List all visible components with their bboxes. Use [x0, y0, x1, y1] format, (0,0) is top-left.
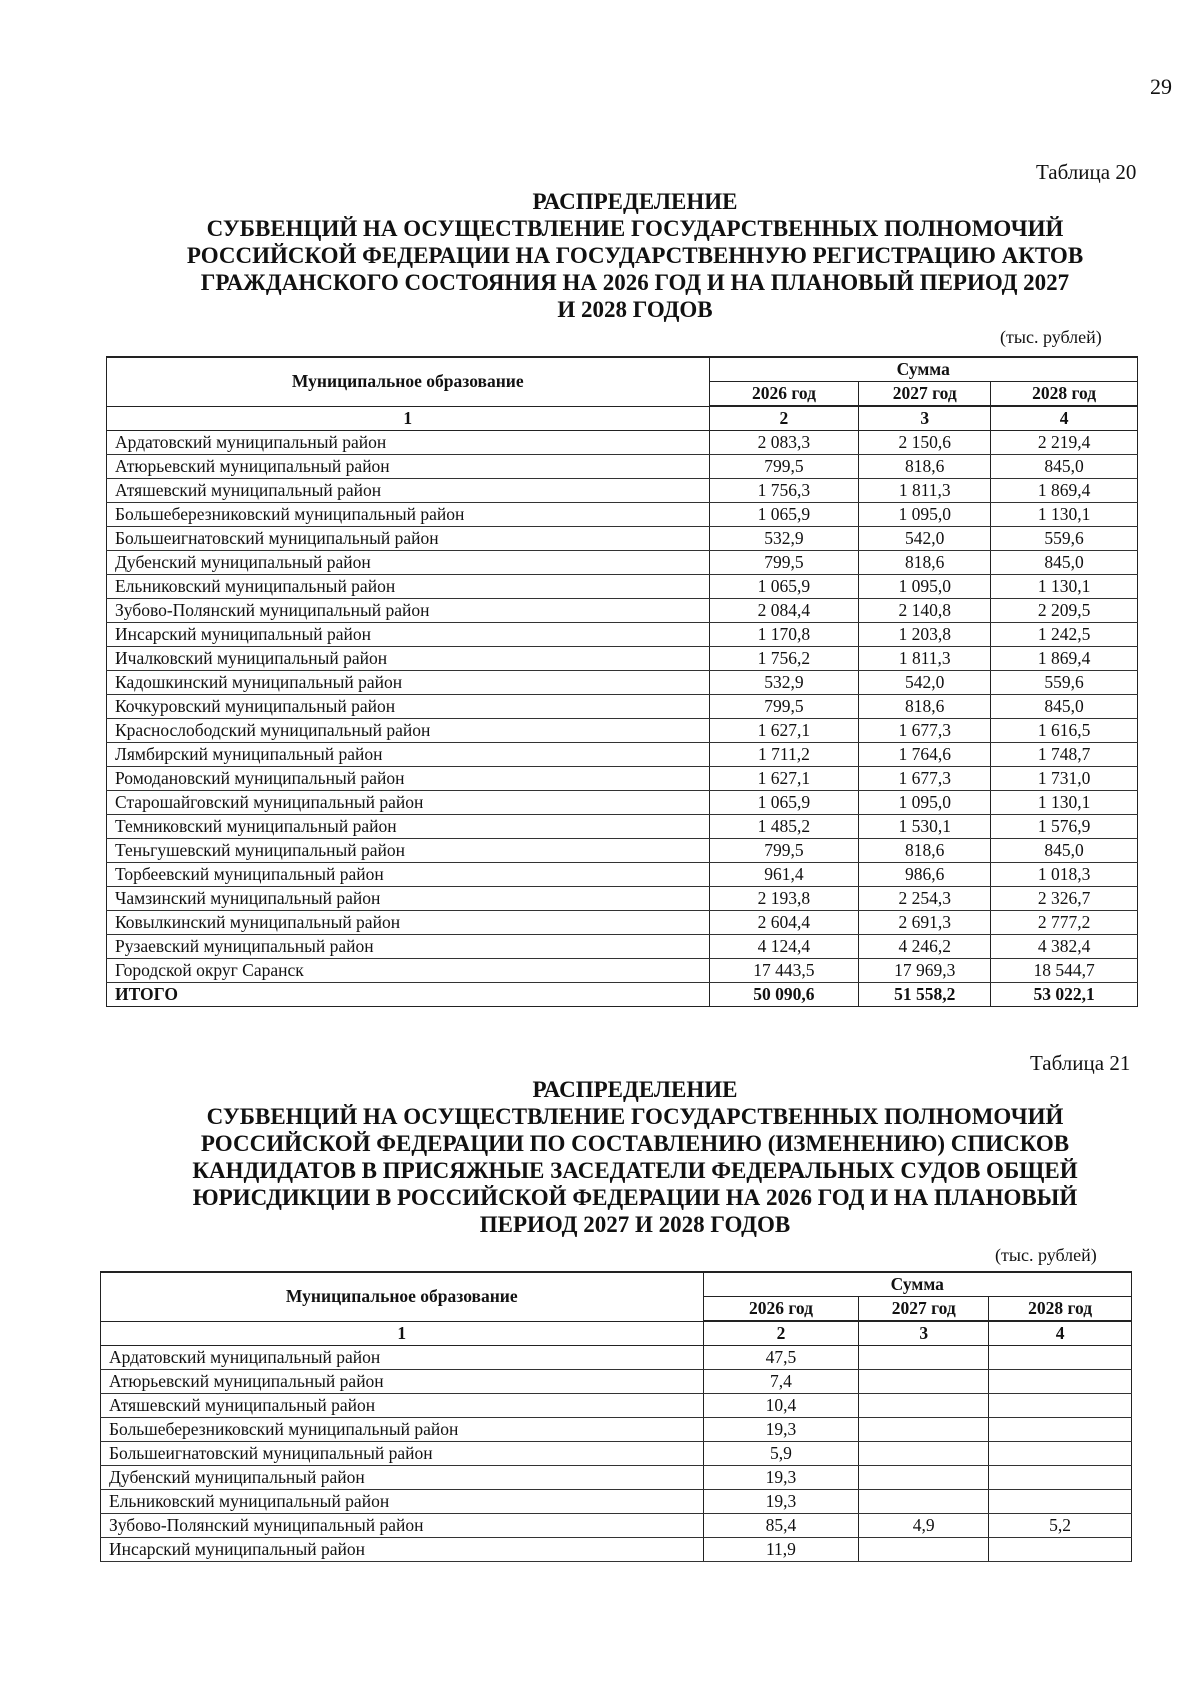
value-2027 [859, 1394, 989, 1418]
municipality-name: Атяшевский муниципальный район [107, 479, 710, 503]
column-number: 4 [991, 406, 1138, 431]
value-2026: 1 170,8 [709, 623, 859, 647]
value-2028: 18 544,7 [991, 959, 1138, 983]
table-row [107, 695, 1138, 719]
value-2027 [859, 1370, 989, 1394]
value-2026: 1 627,1 [709, 767, 859, 791]
municipality-name: Инсарский муниципальный район [107, 623, 710, 647]
table-row [107, 527, 1138, 551]
value-2027: 1 095,0 [859, 503, 991, 527]
value-2027 [859, 1418, 989, 1442]
table-row [107, 719, 1138, 743]
title-line: РАСПРЕДЕЛЕНИЕ [532, 189, 738, 214]
value-2027: 1 764,6 [859, 743, 991, 767]
title-line: СУБВЕНЦИЙ НА ОСУЩЕСТВЛЕНИЕ ГОСУДАРСТВЕННЫХ ПОЛНОМОЧИЙ [206, 1104, 1064, 1129]
table-row [101, 1394, 1132, 1418]
value-2026: 1 711,2 [709, 743, 859, 767]
value-2028: 2 777,2 [991, 911, 1138, 935]
municipality-name: Зубово-Полянский муниципальный район [107, 599, 710, 623]
table-row [101, 1466, 1132, 1490]
value-2028: 1 869,4 [991, 647, 1138, 671]
value-2028: 1 731,0 [991, 767, 1138, 791]
table-row [101, 1442, 1132, 1466]
value-2028: 1 576,9 [991, 815, 1138, 839]
value-2028: 559,6 [991, 671, 1138, 695]
column-number: 1 [101, 1321, 704, 1346]
value-2027: 1 095,0 [859, 575, 991, 599]
value-2028 [989, 1346, 1132, 1370]
municipality-name: Кочкуровский муниципальный район [107, 695, 710, 719]
column-header-sum: Сумма [709, 357, 1137, 382]
total-label: ИТОГО [107, 983, 710, 1007]
value-2028: 1 018,3 [991, 863, 1138, 887]
table-row [107, 815, 1138, 839]
table-row [107, 839, 1138, 863]
value-2028 [989, 1466, 1132, 1490]
value-2028: 2 209,5 [991, 599, 1138, 623]
value-2026: 19,3 [703, 1490, 859, 1514]
value-2026: 1 756,3 [709, 479, 859, 503]
value-2027: 1 203,8 [859, 623, 991, 647]
table-21 [100, 1271, 1132, 1562]
column-header-2028: 2028 год [991, 382, 1138, 407]
value-2027: 818,6 [859, 839, 991, 863]
value-2026: 19,3 [703, 1466, 859, 1490]
value-2026: 799,5 [709, 839, 859, 863]
value-2028: 2 219,4 [991, 431, 1138, 455]
column-header-2026: 2026 год [703, 1297, 859, 1322]
value-2027 [859, 1346, 989, 1370]
column-header-2027: 2027 год [859, 382, 991, 407]
column-number: 4 [989, 1321, 1132, 1346]
municipality-name: Ардатовский муниципальный район [101, 1346, 704, 1370]
value-2026: 1 627,1 [709, 719, 859, 743]
title-line: И 2028 ГОДОВ [557, 297, 713, 322]
table-row [107, 911, 1138, 935]
table-20 [106, 356, 1138, 1007]
table-row [107, 767, 1138, 791]
municipality-name: Городской округ Саранск [107, 959, 710, 983]
table-row [107, 455, 1138, 479]
value-2026: 1 485,2 [709, 815, 859, 839]
value-2028 [989, 1418, 1132, 1442]
municipality-name: Ельниковский муниципальный район [101, 1490, 704, 1514]
value-2027 [859, 1466, 989, 1490]
municipality-name: Чамзинский муниципальный район [107, 887, 710, 911]
table-row [107, 935, 1138, 959]
municipality-name: Инсарский муниципальный район [101, 1538, 704, 1562]
municipality-name: Большеигнатовский муниципальный район [101, 1442, 704, 1466]
value-2026: 799,5 [709, 551, 859, 575]
value-2028 [989, 1490, 1132, 1514]
municipality-name: Атяшевский муниципальный район [101, 1394, 704, 1418]
value-2027: 1 677,3 [859, 719, 991, 743]
value-2028: 845,0 [991, 695, 1138, 719]
value-2026: 2 084,4 [709, 599, 859, 623]
value-2028 [989, 1394, 1132, 1418]
table-row [101, 1346, 1132, 1370]
value-2028: 4 382,4 [991, 935, 1138, 959]
column-number: 1 [107, 406, 710, 431]
column-number: 3 [859, 406, 991, 431]
value-2027: 2 254,3 [859, 887, 991, 911]
value-2028: 845,0 [991, 551, 1138, 575]
value-2028: 1 616,5 [991, 719, 1138, 743]
title-line: ПЕРИОД 2027 И 2028 ГОДОВ [479, 1212, 791, 1237]
total-2026: 50 090,6 [709, 983, 859, 1007]
total-row [107, 983, 1138, 1007]
municipality-name: Зубово-Полянский муниципальный район [101, 1514, 704, 1538]
value-2028: 1 130,1 [991, 791, 1138, 815]
value-2026: 532,9 [709, 671, 859, 695]
value-2026: 19,3 [703, 1418, 859, 1442]
municipality-name: Ардатовский муниципальный район [107, 431, 710, 455]
table-row [107, 647, 1138, 671]
table-row [107, 791, 1138, 815]
column-number-row [101, 1321, 1132, 1346]
table-20-title [130, 188, 1140, 323]
value-2027: 986,6 [859, 863, 991, 887]
value-2026: 799,5 [709, 455, 859, 479]
column-number: 2 [703, 1321, 859, 1346]
page-number: 29 [1150, 74, 1172, 99]
table-row [101, 1418, 1132, 1442]
value-2028 [989, 1538, 1132, 1562]
value-2026: 1 065,9 [709, 791, 859, 815]
column-header-2028: 2028 год [989, 1297, 1132, 1322]
municipality-name: Атюрьевский муниципальный район [101, 1370, 704, 1394]
municipality-name: Теньгушевский муниципальный район [107, 839, 710, 863]
value-2026: 7,4 [703, 1370, 859, 1394]
value-2026: 11,9 [703, 1538, 859, 1562]
column-header-sum: Сумма [703, 1272, 1131, 1297]
title-line: РОССИЙСКОЙ ФЕДЕРАЦИИ НА ГОСУДАРСТВЕННУЮ РЕГИСТРАЦИЮ АКТОВ [186, 243, 1084, 268]
value-2026: 5,9 [703, 1442, 859, 1466]
value-2028: 2 326,7 [991, 887, 1138, 911]
value-2026: 4 124,4 [709, 935, 859, 959]
value-2027: 1 530,1 [859, 815, 991, 839]
table-row [107, 575, 1138, 599]
value-2026: 10,4 [703, 1394, 859, 1418]
total-2028: 53 022,1 [991, 983, 1138, 1007]
table-21-label: Таблица 21 [1030, 1051, 1131, 1075]
value-2027: 4,9 [859, 1514, 989, 1538]
municipality-name: Ельниковский муниципальный район [107, 575, 710, 599]
value-2026: 85,4 [703, 1514, 859, 1538]
municipality-name: Ичалковский муниципальный район [107, 647, 710, 671]
value-2026: 47,5 [703, 1346, 859, 1370]
value-2028: 1 869,4 [991, 479, 1138, 503]
value-2026: 17 443,5 [709, 959, 859, 983]
municipality-name: Рузаевский муниципальный район [107, 935, 710, 959]
title-line: ЮРИСДИКЦИИ В РОССИЙСКОЙ ФЕДЕРАЦИИ НА 2026 ГОД И НА ПЛАНОВЫЙ [192, 1185, 1078, 1210]
municipality-name: Лямбирский муниципальный район [107, 743, 710, 767]
value-2026: 2 193,8 [709, 887, 859, 911]
table-20-units: (тыс. рублей) [1000, 327, 1102, 347]
table-row [107, 887, 1138, 911]
municipality-name: Дубенский муниципальный район [107, 551, 710, 575]
value-2028: 5,2 [989, 1514, 1132, 1538]
value-2028: 845,0 [991, 455, 1138, 479]
municipality-name: Атюрьевский муниципальный район [107, 455, 710, 479]
value-2027: 17 969,3 [859, 959, 991, 983]
municipality-name: Краснослободский муниципальный район [107, 719, 710, 743]
value-2028: 845,0 [991, 839, 1138, 863]
municipality-name: Старошайговский муниципальный район [107, 791, 710, 815]
title-line: ГРАЖДАНСКОГО СОСТОЯНИЯ НА 2026 ГОД И НА ПЛАНОВЫЙ ПЕРИОД 2027 [200, 270, 1070, 295]
column-number: 3 [859, 1321, 989, 1346]
table-row [107, 959, 1138, 983]
value-2027 [859, 1442, 989, 1466]
value-2026: 961,4 [709, 863, 859, 887]
table-row [101, 1538, 1132, 1562]
value-2028: 1 748,7 [991, 743, 1138, 767]
value-2027: 542,0 [859, 671, 991, 695]
table-row [107, 479, 1138, 503]
municipality-name: Темниковский муниципальный район [107, 815, 710, 839]
table-20-label: Таблица 20 [1036, 160, 1137, 184]
value-2027: 818,6 [859, 551, 991, 575]
municipality-name: Дубенский муниципальный район [101, 1466, 704, 1490]
title-line: РАСПРЕДЕЛЕНИЕ [532, 1077, 738, 1102]
value-2027: 4 246,2 [859, 935, 991, 959]
table-row [107, 599, 1138, 623]
value-2027: 2 140,8 [859, 599, 991, 623]
table-21-units: (тыс. рублей) [995, 1245, 1097, 1265]
value-2026: 532,9 [709, 527, 859, 551]
value-2028: 559,6 [991, 527, 1138, 551]
column-header-municipality: Муниципальное образование [101, 1272, 704, 1321]
value-2028: 1 130,1 [991, 503, 1138, 527]
municipality-name: Большеигнатовский муниципальный район [107, 527, 710, 551]
municipality-name: Ромодановский муниципальный район [107, 767, 710, 791]
title-line: РОССИЙСКОЙ ФЕДЕРАЦИИ ПО СОСТАВЛЕНИЮ (ИЗМЕНЕНИЮ) СПИСКОВ [200, 1131, 1070, 1156]
municipality-name: Ковылкинский муниципальный район [107, 911, 710, 935]
table-row [107, 743, 1138, 767]
column-header-2026: 2026 год [709, 382, 859, 407]
value-2026: 1 756,2 [709, 647, 859, 671]
column-number: 2 [709, 406, 859, 431]
value-2027: 1 677,3 [859, 767, 991, 791]
title-line: СУБВЕНЦИЙ НА ОСУЩЕСТВЛЕНИЕ ГОСУДАРСТВЕННЫХ ПОЛНОМОЧИЙ [206, 216, 1064, 241]
value-2026: 799,5 [709, 695, 859, 719]
value-2027: 818,6 [859, 455, 991, 479]
value-2027: 2 150,6 [859, 431, 991, 455]
value-2027: 2 691,3 [859, 911, 991, 935]
column-header-2027: 2027 год [859, 1297, 989, 1322]
column-number-row [107, 406, 1138, 431]
value-2026: 1 065,9 [709, 503, 859, 527]
value-2027: 818,6 [859, 695, 991, 719]
value-2028 [989, 1442, 1132, 1466]
value-2026: 2 604,4 [709, 911, 859, 935]
value-2027 [859, 1490, 989, 1514]
table-row [107, 671, 1138, 695]
total-2027: 51 558,2 [859, 983, 991, 1007]
value-2026: 1 065,9 [709, 575, 859, 599]
table-row [107, 863, 1138, 887]
table-row [107, 623, 1138, 647]
municipality-name: Кадошкинский муниципальный район [107, 671, 710, 695]
table-row [107, 503, 1138, 527]
value-2028 [989, 1370, 1132, 1394]
value-2027: 1 811,3 [859, 479, 991, 503]
value-2027: 1 095,0 [859, 791, 991, 815]
value-2028: 1 242,5 [991, 623, 1138, 647]
title-line: КАНДИДАТОВ В ПРИСЯЖНЫЕ ЗАСЕДАТЕЛИ ФЕДЕРАЛЬНЫХ СУДОВ ОБЩЕЙ [192, 1158, 1078, 1183]
value-2027: 542,0 [859, 527, 991, 551]
value-2027 [859, 1538, 989, 1562]
municipality-name: Большеберезниковский муниципальный район [107, 503, 710, 527]
table-row [101, 1514, 1132, 1538]
value-2026: 2 083,3 [709, 431, 859, 455]
municipality-name: Большеберезниковский муниципальный район [101, 1418, 704, 1442]
value-2027: 1 811,3 [859, 647, 991, 671]
table-row [107, 551, 1138, 575]
table-21-title [130, 1076, 1140, 1238]
municipality-name: Торбеевский муниципальный район [107, 863, 710, 887]
column-header-municipality: Муниципальное образование [107, 357, 710, 406]
value-2028: 1 130,1 [991, 575, 1138, 599]
table-row [101, 1370, 1132, 1394]
table-row [101, 1490, 1132, 1514]
table-row [107, 431, 1138, 455]
